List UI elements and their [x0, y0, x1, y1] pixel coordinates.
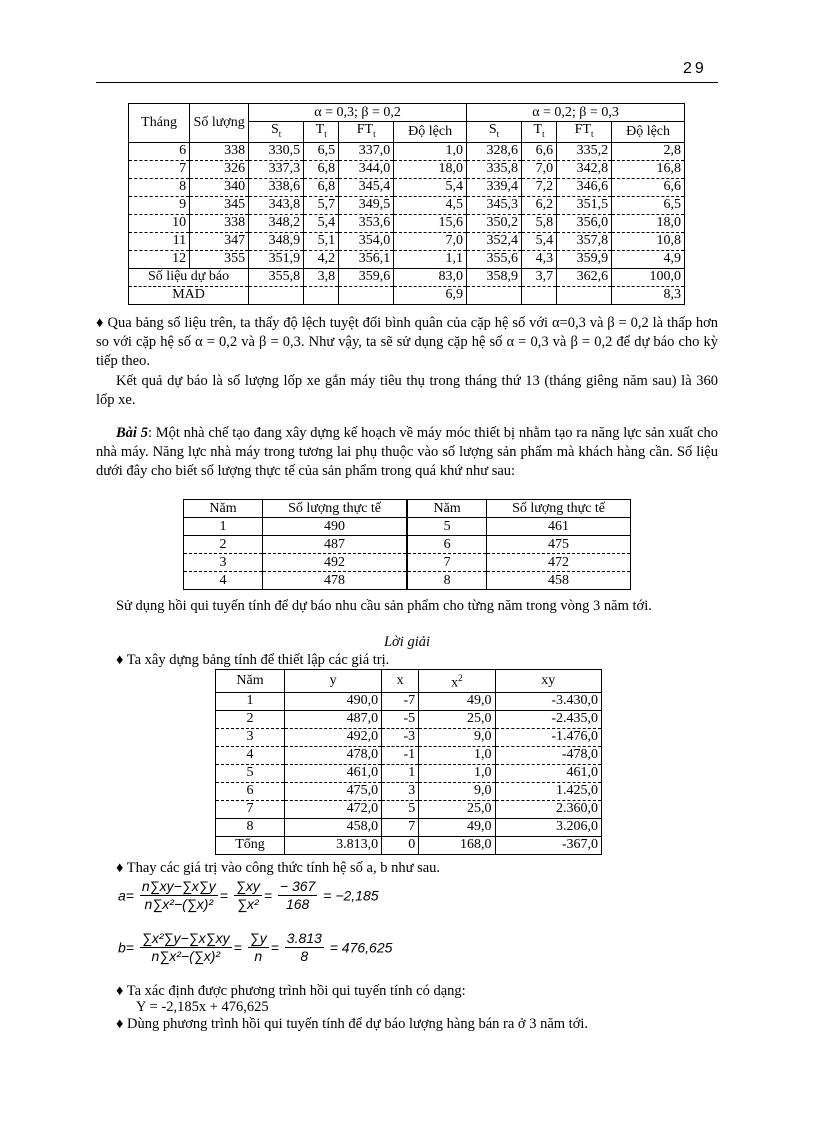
- table-row: [216, 710, 602, 728]
- table-cell: 461: [487, 518, 631, 536]
- table-cell: 478: [263, 572, 408, 590]
- table-cell: 478,0: [285, 746, 382, 764]
- table-cell: 338: [190, 214, 249, 232]
- table-cell: 7: [216, 800, 285, 818]
- table-cell: 9,0: [419, 782, 495, 800]
- table-cell: 345,3: [467, 196, 522, 214]
- regression-table: [215, 669, 602, 855]
- table-cell: 3: [216, 728, 285, 746]
- table-cell: 7: [382, 818, 419, 836]
- table-cell: 5,7: [304, 196, 339, 214]
- col-thang: Tháng: [129, 104, 190, 143]
- mad-label: MAD: [129, 286, 249, 304]
- page-number: 29: [683, 60, 707, 77]
- table-cell: -7: [382, 692, 419, 710]
- table-cell: 357,8: [557, 232, 612, 250]
- mad-value-2: 8,3: [612, 286, 685, 304]
- h-tt-1: $T_t$: [304, 122, 339, 143]
- table-cell: 4,2: [304, 250, 339, 268]
- forecast-cell: 358,9: [467, 268, 522, 286]
- col-x2: $x^2$: [419, 670, 495, 693]
- table-cell: 1: [216, 692, 285, 710]
- table-cell: 2.360,0: [495, 800, 601, 818]
- table-cell: 5: [382, 800, 419, 818]
- table-cell: 3: [184, 554, 263, 572]
- table-cell: 345,4: [339, 178, 394, 196]
- col-y: y: [285, 670, 382, 693]
- exercise-5: [96, 424, 718, 481]
- table-cell: 2,8: [612, 142, 685, 160]
- exercise-text: : Một nhà chế tạo đang xây dựng kế hoạch về máy móc thiết bị nhằm tạo ra năng lực sản xuất cho nhà máy. Năng lực nhà máy trong tương lai phụ thuộc vào số lượng sản phẩm mà khách hàng cần. Số liệu dưới đây cho biết số lượng thực tế của sản phẩm trong quá khứ như sau:: [96, 425, 718, 479]
- forecast-cell: 355,8: [249, 268, 304, 286]
- table-cell: 348,9: [249, 232, 304, 250]
- table-cell: 6,5: [304, 142, 339, 160]
- group1-header: α = 0,3; β = 0,2: [249, 104, 467, 122]
- table-cell: 328,6: [467, 142, 522, 160]
- h-dolech-2: Độ lệch: [612, 122, 685, 143]
- table-cell: 472: [487, 554, 631, 572]
- table-cell: 4,5: [394, 196, 467, 214]
- table-cell: 337,3: [249, 160, 304, 178]
- table-cell: 10: [129, 214, 190, 232]
- table-cell: -5: [382, 710, 419, 728]
- col-soluong: Số lượng: [190, 104, 249, 143]
- table-cell: 352,4: [467, 232, 522, 250]
- table-cell: -3.430,0: [495, 692, 601, 710]
- table-cell: 356,0: [557, 214, 612, 232]
- table-cell: -1.476,0: [495, 728, 601, 746]
- exercise-label: Bài 5: [116, 425, 148, 441]
- table-cell: 12: [129, 250, 190, 268]
- mad-value-1: 6,9: [394, 286, 467, 304]
- smoothing-table: [128, 103, 685, 305]
- table-cell: -3: [382, 728, 419, 746]
- table-cell: 8: [216, 818, 285, 836]
- table-cell: 2: [184, 536, 263, 554]
- table-cell: 490: [263, 518, 408, 536]
- table-row: [216, 818, 602, 836]
- col-soluong: Số lượng thực tế: [487, 500, 631, 518]
- table-cell: 1,0: [419, 746, 495, 764]
- table-cell: 8: [407, 572, 487, 590]
- total-cell: 168,0: [419, 836, 495, 854]
- table-cell: 2: [216, 710, 285, 728]
- table-cell: 359,9: [557, 250, 612, 268]
- regression-equation: Y = -2,185x + 476,625: [136, 999, 269, 1015]
- table-cell: 338: [190, 142, 249, 160]
- col-nam: Năm: [407, 500, 487, 518]
- table-cell: 9: [129, 196, 190, 214]
- h-st-2: $S_t$: [467, 122, 522, 143]
- forecast-cell: 3,8: [304, 268, 339, 286]
- table-cell: 475: [487, 536, 631, 554]
- table-cell: 18,0: [394, 160, 467, 178]
- table-cell: 458,0: [285, 818, 382, 836]
- table-cell: 330,5: [249, 142, 304, 160]
- table-row: [184, 536, 631, 554]
- table-cell: 6,2: [522, 196, 557, 214]
- forecast-cell: 100,0: [612, 268, 685, 286]
- table-cell: 349,5: [339, 196, 394, 214]
- table-row: [129, 214, 685, 232]
- table-cell: 340: [190, 178, 249, 196]
- table-row: [129, 250, 685, 268]
- table-cell: 472,0: [285, 800, 382, 818]
- table-cell: 25,0: [419, 710, 495, 728]
- table-cell: 346,6: [557, 178, 612, 196]
- table-cell: 492: [263, 554, 408, 572]
- table-cell: 356,1: [339, 250, 394, 268]
- table-row: [216, 800, 602, 818]
- table-cell: 475,0: [285, 782, 382, 800]
- table-cell: 15,6: [394, 214, 467, 232]
- table-cell: 6: [407, 536, 487, 554]
- table-cell: 10,8: [612, 232, 685, 250]
- forecast-cell: 83,0: [394, 268, 467, 286]
- paragraph-forecast: ♦ Dùng phương trình hồi qui tuyến tính để dự báo lượng hàng bán ra ở 3 năm tới.: [116, 1016, 589, 1032]
- table-cell: 351,9: [249, 250, 304, 268]
- forecast-label: Số liệu dự báo: [129, 268, 249, 286]
- table-cell: 6,8: [304, 160, 339, 178]
- table-cell: -2.435,0: [495, 710, 601, 728]
- h-tt-2: $T_t$: [522, 122, 557, 143]
- table-cell: 7: [407, 554, 487, 572]
- table-cell: 347: [190, 232, 249, 250]
- formula-b: b= $\frac{\text{∑x²∑y−∑x∑xy}}{\text{n∑x²−(∑x)²}}$ = $\frac{\sum y}{n}$ = $\frac{3.813}{8}$ = 476,625: [118, 930, 393, 964]
- table-cell: 335,2: [557, 142, 612, 160]
- table-cell: 487: [263, 536, 408, 554]
- h-ftt-1: $FT_t$: [339, 122, 394, 143]
- group2-header: α = 0,2; β = 0,3: [467, 104, 685, 122]
- table-cell: 343,8: [249, 196, 304, 214]
- table-cell: 335,8: [467, 160, 522, 178]
- h-ftt-2: $FT_t$: [557, 122, 612, 143]
- table-cell: 461,0: [495, 764, 601, 782]
- table-cell: 5,4: [304, 214, 339, 232]
- paragraph-equation-intro: ♦ Ta xác định được phương trình hồi qui tuyến tính có dạng:: [116, 983, 466, 999]
- table-cell: 6,6: [612, 178, 685, 196]
- col-xy: xy: [495, 670, 601, 693]
- paragraph-task: Sử dụng hồi qui tuyến tính để dự báo nhu cầu sản phẩm cho từng năm trong vòng 3 năm tới.: [116, 598, 652, 614]
- table-cell: 4,9: [612, 250, 685, 268]
- table-cell: 344,0: [339, 160, 394, 178]
- table-cell: 7: [129, 160, 190, 178]
- table-cell: 5,8: [522, 214, 557, 232]
- table-cell: 18,0: [612, 214, 685, 232]
- table-cell: 8: [129, 178, 190, 196]
- solution-heading: Lời giải: [383, 634, 430, 650]
- paragraph-table-intro: ♦ Ta xây dựng bảng tính để thiết lập các giá trị.: [116, 652, 390, 668]
- h-st-1: $S_t$: [249, 122, 304, 143]
- table-cell: 6: [129, 142, 190, 160]
- table-cell: 338,6: [249, 178, 304, 196]
- table-cell: 5,1: [304, 232, 339, 250]
- table-cell: 1.425,0: [495, 782, 601, 800]
- table-cell: 6,5: [612, 196, 685, 214]
- table-cell: 16,8: [612, 160, 685, 178]
- table-cell: 355,6: [467, 250, 522, 268]
- forecast-cell: 3,7: [522, 268, 557, 286]
- table-row: [129, 160, 685, 178]
- forecast-cell: 359,6: [339, 268, 394, 286]
- table-row: [129, 178, 685, 196]
- header-rule: [96, 82, 718, 83]
- table-row: [216, 782, 602, 800]
- forecast-cell: 362,6: [557, 268, 612, 286]
- table-cell: 1: [184, 518, 263, 536]
- table-cell: 6,8: [304, 178, 339, 196]
- table-cell: -478,0: [495, 746, 601, 764]
- table-cell: 9,0: [419, 728, 495, 746]
- table-cell: 1,0: [419, 764, 495, 782]
- table-cell: 342,8: [557, 160, 612, 178]
- table-cell: 326: [190, 160, 249, 178]
- table-row: [184, 572, 631, 590]
- table-row: [216, 764, 602, 782]
- table-row: [216, 728, 602, 746]
- table-cell: 49,0: [419, 692, 495, 710]
- total-cell: 0: [382, 836, 419, 854]
- paragraph-result: Kết quả dự báo là số lượng lốp xe gắn máy tiêu thụ trong tháng thứ 13 (tháng giêng năm sau) là 360 lốp xe.: [96, 373, 718, 408]
- table-cell: 345: [190, 196, 249, 214]
- table-cell: 5,4: [522, 232, 557, 250]
- col-x: x: [382, 670, 419, 693]
- table-row: [184, 554, 631, 572]
- table-row: [216, 692, 602, 710]
- table-cell: 492,0: [285, 728, 382, 746]
- table-cell: 4: [184, 572, 263, 590]
- table-cell: 6: [216, 782, 285, 800]
- table-cell: 49,0: [419, 818, 495, 836]
- table-cell: 25,0: [419, 800, 495, 818]
- table-cell: 5: [407, 518, 487, 536]
- paragraph-formula-intro: ♦ Thay các giá trị vào công thức tính hệ số a, b như sau.: [116, 860, 441, 876]
- col-nam: Năm: [216, 670, 285, 693]
- table-row: [216, 746, 602, 764]
- table-cell: 490,0: [285, 692, 382, 710]
- table-row: [129, 196, 685, 214]
- table-row: [184, 518, 631, 536]
- table-cell: 337,0: [339, 142, 394, 160]
- table-cell: 7,0: [522, 160, 557, 178]
- table-cell: 353,6: [339, 214, 394, 232]
- total-label: Tổng: [216, 836, 285, 854]
- table-cell: 339,4: [467, 178, 522, 196]
- table-cell: 461,0: [285, 764, 382, 782]
- table-cell: 5: [216, 764, 285, 782]
- h-dolech-1: Độ lệch: [394, 122, 467, 143]
- table-cell: 4,3: [522, 250, 557, 268]
- table-cell: 3: [382, 782, 419, 800]
- col-soluong: Số lượng thực tế: [263, 500, 408, 518]
- table-cell: 350,2: [467, 214, 522, 232]
- table-cell: 351,5: [557, 196, 612, 214]
- table-cell: 487,0: [285, 710, 382, 728]
- table-row: [129, 142, 685, 160]
- table-cell: 354,0: [339, 232, 394, 250]
- table-cell: 1,0: [394, 142, 467, 160]
- table-cell: 458: [487, 572, 631, 590]
- actual-data-table: [183, 499, 631, 590]
- table-cell: 5,4: [394, 178, 467, 196]
- table-cell: 7,0: [394, 232, 467, 250]
- col-nam: Năm: [184, 500, 263, 518]
- table-cell: -1: [382, 746, 419, 764]
- table-cell: 1: [382, 764, 419, 782]
- table-row: [129, 232, 685, 250]
- table-cell: 6,6: [522, 142, 557, 160]
- formula-a: a= $\frac{n\sum xy-\sum x\sum y}{\text{n∑x²−(∑x)²}}$ = $\frac{\sum xy}{\text{∑x²}}$ = $\frac{- 367}{168}$ = −2,185: [118, 878, 379, 912]
- table-cell: 1,1: [394, 250, 467, 268]
- table-cell: 348,2: [249, 214, 304, 232]
- table-cell: 7,2: [522, 178, 557, 196]
- total-cell: 3.813,0: [285, 836, 382, 854]
- table-cell: 355: [190, 250, 249, 268]
- paragraph-conclusion: ♦ Qua bảng số liệu trên, ta thấy độ lệch tuyệt đối bình quân của cặp hệ số với α=0,3 và β = 0,2 là thấp hơn so với cặp hệ số α = 0,2 và β = 0,3. Như vậy, ta sẽ sử dụng cặp hệ số α = 0,3 và β = 0,2 để dự báo cho kỳ tiếp theo.: [96, 315, 718, 369]
- table-cell: 4: [216, 746, 285, 764]
- table-cell: 11: [129, 232, 190, 250]
- table-cell: 3.206,0: [495, 818, 601, 836]
- total-cell: -367,0: [495, 836, 601, 854]
